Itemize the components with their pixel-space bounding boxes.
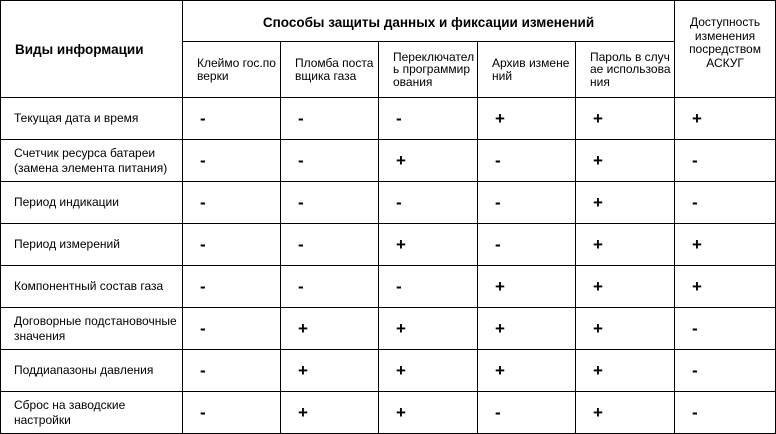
table-cell: -	[183, 266, 281, 308]
table-cell: +	[478, 350, 576, 392]
table-row	[1, 308, 776, 350]
table-cell: +	[576, 350, 675, 392]
table-cell: +	[576, 182, 675, 224]
table-cell: +	[576, 266, 675, 308]
table-cell: -	[478, 224, 576, 266]
table-cell: -	[379, 98, 478, 140]
header-method-verification-seal: Клеймо гос.поверки	[183, 42, 281, 98]
header-method-change-archive: Архив изменений	[478, 42, 576, 98]
table-cell: +	[281, 392, 379, 434]
table-cell: -	[183, 182, 281, 224]
table-cell: +	[379, 308, 478, 350]
table-cell: +	[675, 98, 776, 140]
table-cell: -	[281, 266, 379, 308]
table-cell: +	[379, 140, 478, 182]
table-cell: -	[183, 224, 281, 266]
row-label: Договорные подстановочные значения	[1, 308, 183, 350]
table-cell: -	[183, 98, 281, 140]
table-cell: -	[478, 140, 576, 182]
header-method-programming-switch: Переключатель программирования	[379, 42, 478, 98]
table-cell: +	[478, 308, 576, 350]
table-cell: +	[576, 392, 675, 434]
table-cell: +	[675, 224, 776, 266]
table-cell: -	[281, 98, 379, 140]
row-label: Период измерений	[1, 224, 183, 266]
table-cell: -	[281, 140, 379, 182]
table-cell: +	[379, 392, 478, 434]
header-method-supplier-seal: Пломба поставщика газа	[281, 42, 379, 98]
table-cell: -	[281, 182, 379, 224]
table-cell: -	[183, 308, 281, 350]
table-cell: +	[576, 308, 675, 350]
row-label: Период индикации	[1, 182, 183, 224]
row-label: Поддиапазоны давления	[1, 350, 183, 392]
table-cell: +	[379, 224, 478, 266]
table-cell: +	[478, 98, 576, 140]
row-label: Сброс на заводские настройки	[1, 392, 183, 434]
table-row	[1, 98, 776, 140]
table-cell: -	[183, 392, 281, 434]
table-row	[1, 266, 776, 308]
table-cell: +	[478, 266, 576, 308]
table-cell: -	[675, 182, 776, 224]
table-cell: -	[675, 392, 776, 434]
header-askug-availability: Доступность изменения посредством АСКУГ	[675, 1, 776, 98]
table-cell: +	[281, 350, 379, 392]
table-cell: -	[183, 350, 281, 392]
row-label: Компонентный состав газа	[1, 266, 183, 308]
table-row	[1, 350, 776, 392]
row-label: Счетчик ресурса батареи (замена элемента питания)	[1, 140, 183, 182]
table-cell: -	[675, 140, 776, 182]
table-cell: -	[675, 308, 776, 350]
table-cell: +	[281, 308, 379, 350]
table-cell: -	[281, 224, 379, 266]
table-cell: -	[379, 182, 478, 224]
row-label: Текущая дата и время	[1, 98, 183, 140]
table-cell: +	[576, 224, 675, 266]
table-cell: +	[379, 350, 478, 392]
header-info-types: Виды информации	[1, 1, 183, 98]
table-cell: +	[576, 98, 675, 140]
table-cell: -	[379, 266, 478, 308]
table-row	[1, 182, 776, 224]
table-cell: -	[675, 350, 776, 392]
header-protection-methods: Способы защиты данных и фиксации изменений	[183, 1, 675, 42]
header-method-password: Пароль в случае использования	[576, 42, 675, 98]
table-cell: +	[675, 266, 776, 308]
table-cell: -	[478, 392, 576, 434]
table-row	[1, 392, 776, 434]
table-cell: +	[576, 140, 675, 182]
table-cell: -	[478, 182, 576, 224]
table-row	[1, 224, 776, 266]
table-row	[1, 140, 776, 182]
table-cell: -	[183, 140, 281, 182]
